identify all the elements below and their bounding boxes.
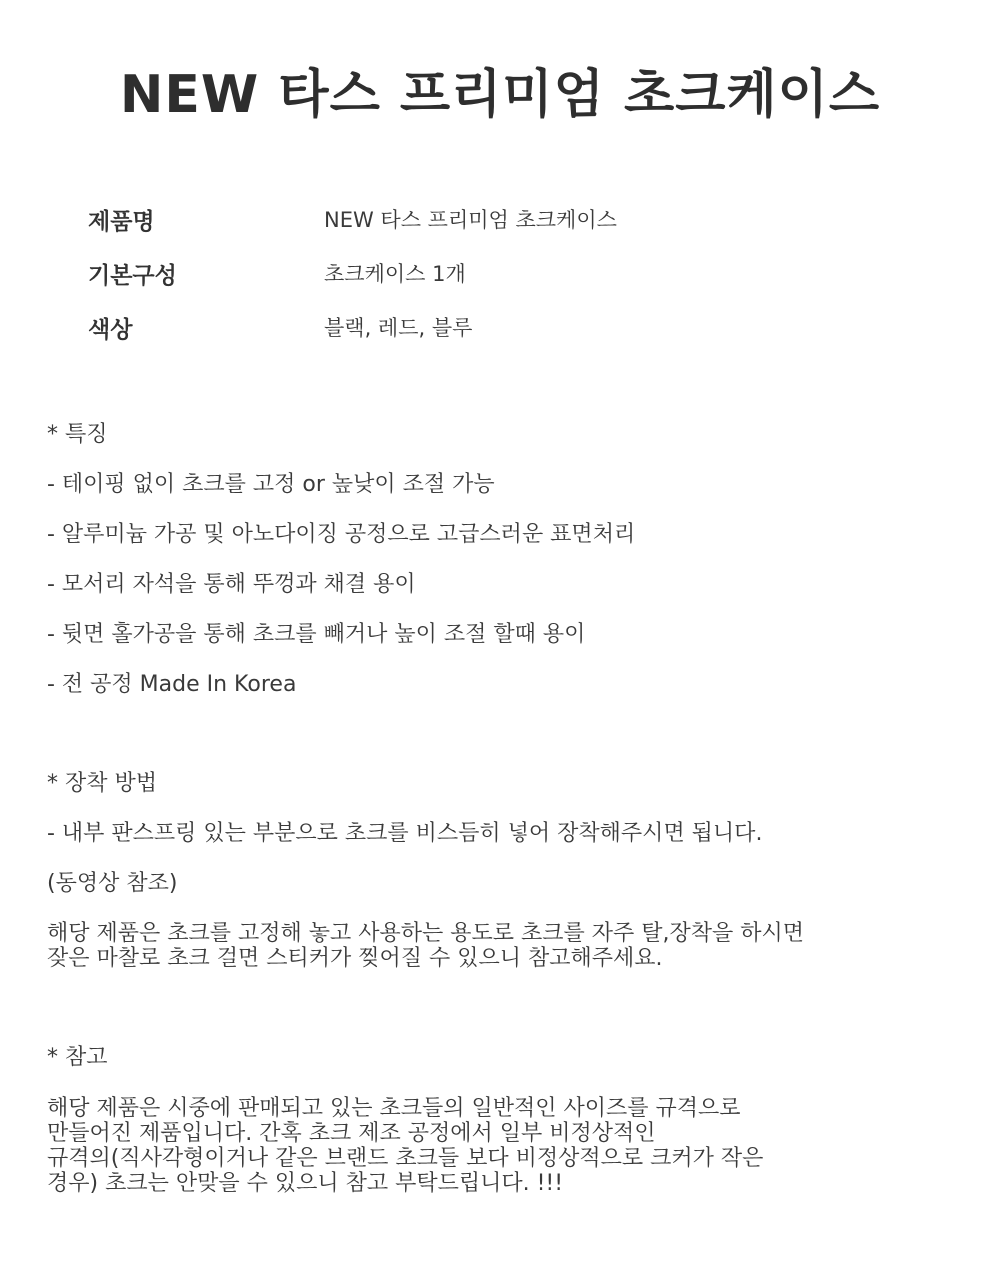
feature-text: - 알루미늄 가공 및 아노다이징 공정으로 고급스러운 표면처리	[47, 522, 636, 547]
spec-label: 색상	[88, 316, 133, 343]
install-step-text: - 내부 판스프링 있는 부분으로 초크를 비스듬히 넣어 장착해주시면 됩니다.	[47, 821, 763, 846]
feature-text: - 모서리 자석을 통해 뚜껑과 채결 용이	[47, 572, 416, 597]
spec-row-composition	[88, 246, 908, 300]
page-title: NEW 타스 프리미엄 초크케이스	[119, 65, 881, 125]
feature-item-5	[47, 670, 967, 700]
install-section	[47, 769, 967, 799]
install-paragraph	[47, 921, 967, 971]
install-paragraph-line: 잦은 마찰로 초크 걸면 스티커가 찢어질 수 있으니 참고해주세요.	[47, 946, 663, 971]
spec-row-product-name	[88, 192, 908, 246]
features-section	[47, 420, 967, 450]
reference-paragraph-line: 규격의(직사각형이거나 같은 브랜드 초크들 보다 비정상적으로 크커가 작은	[47, 1146, 764, 1171]
feature-item-4	[47, 620, 967, 650]
feature-text: - 전 공정 Made In Korea	[47, 672, 297, 697]
feature-text: - 뒷면 홀가공을 통해 초크를 빼거나 높이 조절 할때 용이	[47, 622, 586, 647]
spec-label: 제품명	[88, 208, 155, 235]
features-heading: * 특징	[47, 422, 108, 447]
feature-item-1	[47, 470, 967, 500]
install-note	[47, 869, 967, 899]
install-heading: * 장착 방법	[47, 771, 157, 796]
feature-item-3	[47, 570, 967, 600]
reference-paragraph-line: 만들어진 제품입니다. 간혹 초크 제조 공정에서 일부 비정상적인	[47, 1121, 656, 1146]
spec-row-color	[88, 300, 908, 354]
spec-value: 초크케이스 1개	[324, 262, 466, 286]
reference-heading: * 참고	[47, 1045, 108, 1070]
reference-section	[47, 1043, 967, 1073]
spec-label: 기본구성	[88, 262, 177, 289]
install-paragraph-line: 해당 제품은 초크를 고정해 놓고 사용하는 용도로 초크를 자주 탈,장착을 하시면	[47, 921, 804, 946]
spec-value: 블랙, 레드, 블루	[324, 316, 473, 340]
feature-text: - 테이핑 없이 초크를 고정 or 높낮이 조절 가능	[47, 472, 495, 497]
install-note-text: (동영상 참조)	[47, 871, 178, 896]
feature-item-2	[47, 520, 967, 550]
install-step	[47, 819, 967, 849]
spec-table	[88, 192, 908, 354]
reference-paragraph-line: 경우) 초크는 안맞을 수 있으니 참고 부탁드립니다. !!!	[47, 1171, 564, 1196]
spec-value: NEW 타스 프리미엄 초크케이스	[324, 208, 617, 232]
reference-paragraph	[47, 1096, 967, 1196]
reference-paragraph-line: 해당 제품은 시중에 판매되고 있는 초크들의 일반적인 사이즈를 규격으로	[47, 1096, 741, 1121]
